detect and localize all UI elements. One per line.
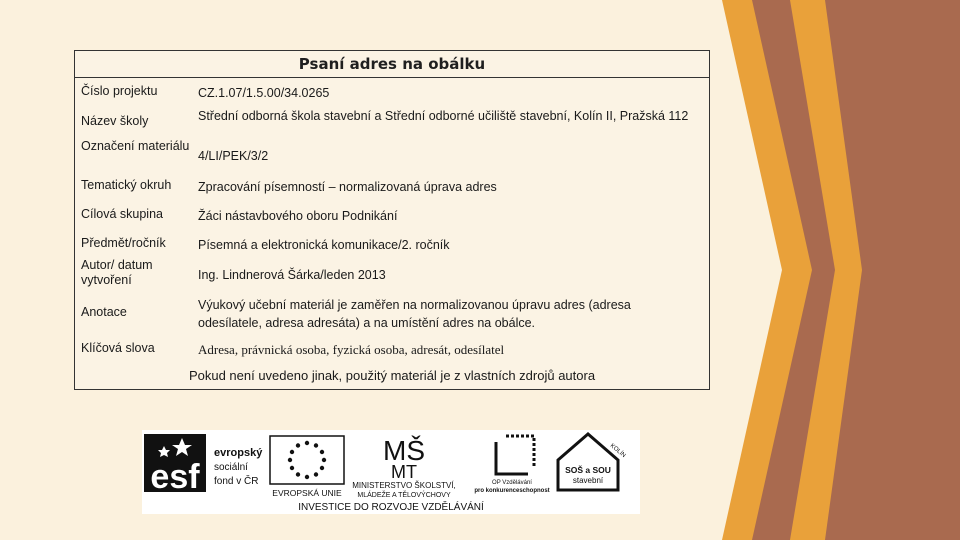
msmt-mark: MŠ <box>383 435 425 466</box>
row-label: Označení materiálu <box>81 139 190 153</box>
row-value: Zpracování písemností – normalizovaná úprava adres <box>198 180 497 194</box>
info-table <box>74 50 710 390</box>
msmt-line2: MLÁDEŽE A TĚLOVÝCHOVY <box>357 492 451 499</box>
row-label: Číslo projektu <box>81 84 158 98</box>
esf-line1: evropský <box>214 447 263 459</box>
row-value: Žáci nástavbového oboru Podnikání <box>198 209 398 223</box>
row-value: Ing. Lindnerová Šárka/leden 2013 <box>198 268 386 282</box>
row-value: Adresa, právnická osoba, fyzická osoba, adresát, odesílatel <box>198 342 505 357</box>
esf-logo <box>144 434 263 496</box>
row-label: Tematický okruh <box>81 178 172 192</box>
esf-line2: sociální <box>214 462 248 473</box>
row-value: Výukový učební materiál je zaměřen na normalizovanou úpravu adres (adresa odesílatele, adresa adresáta) a na umístění adres na obálce. <box>198 298 631 330</box>
row-value: 4/LI/PEK/3/2 <box>198 149 269 163</box>
school-line1: SOŠ a SOU <box>565 465 611 475</box>
page-title: Psaní adres na obálku <box>75 51 709 78</box>
row-label: Předmět/ročník <box>81 236 166 250</box>
school-tag: KOLÍN <box>608 442 627 460</box>
eu-logo <box>270 436 344 498</box>
eu-label: EVROPSKÁ UNIE <box>272 488 342 498</box>
row-label: Autor/ datum vytvoření <box>81 258 153 287</box>
row-value: CZ.1.07/1.5.00/34.0265 <box>198 86 330 100</box>
msmt-logo <box>352 435 456 499</box>
row-value: Písemná a elektronická komunikace/2. ročník <box>198 238 450 252</box>
row-label: Klíčová slova <box>81 341 155 355</box>
footnote: Pokud není uvedeno jinak, použitý materiál je z vlastních zdrojů autora <box>188 368 596 383</box>
row-label: Anotace <box>81 305 127 319</box>
school-logo <box>558 434 627 490</box>
op-frame-dashed <box>506 436 534 466</box>
msmt-line1: MINISTERSTVO ŠKOLSTVÍ, <box>352 481 456 490</box>
logo-strip <box>142 430 640 514</box>
row-label: Cílová skupina <box>81 207 163 221</box>
op-line1: OP Vzdělávání <box>492 480 532 486</box>
esf-letters: esf <box>150 458 200 496</box>
op-frame <box>496 442 528 474</box>
tagline: INVESTICE DO ROZVOJE VZDĚLÁVÁNÍ <box>298 502 484 513</box>
row-value: Střední odborná škola stavební a Střední odborné učiliště stavební, Kolín II, Pražská 112 <box>198 109 689 123</box>
op-line2: pro konkurenceschopnost <box>474 488 550 494</box>
school-line2: stavební <box>572 476 604 485</box>
row-label: Název školy <box>81 114 149 128</box>
msmt-mark-lower: MT <box>391 462 417 482</box>
esf-line3: fond v ČR <box>214 476 259 487</box>
op-logo <box>474 436 549 494</box>
